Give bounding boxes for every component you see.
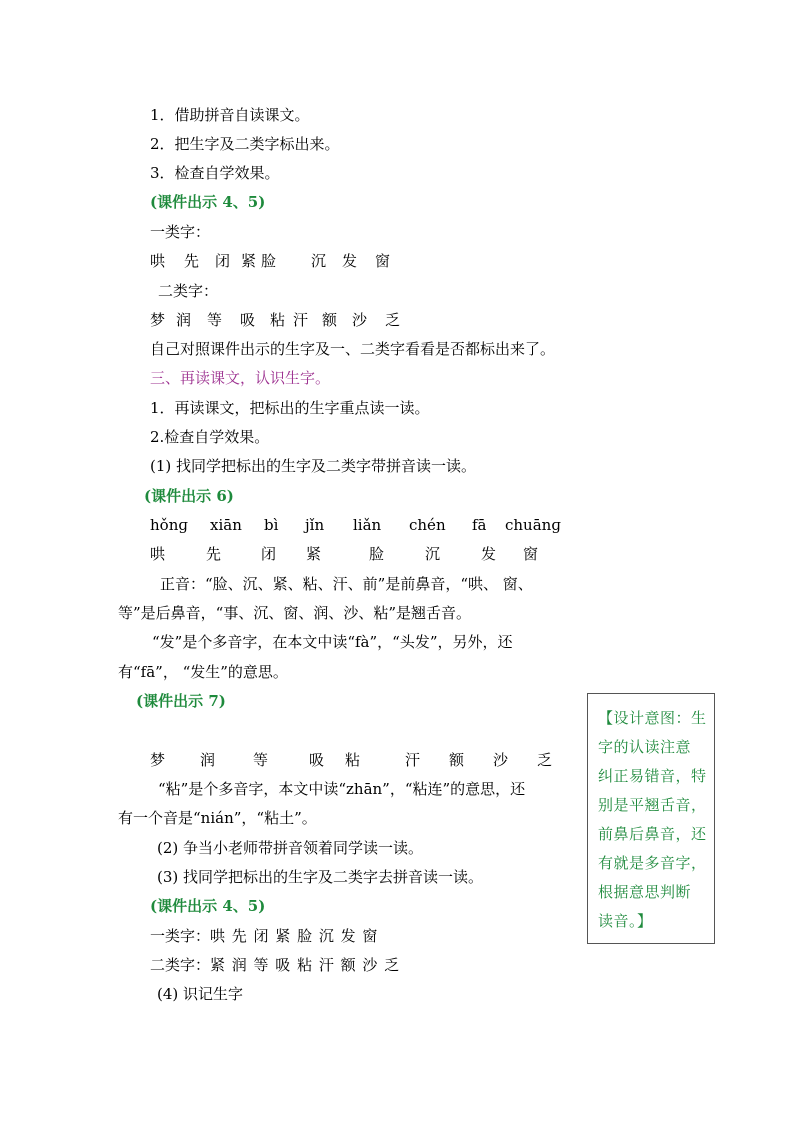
text-line: 2．把生字及二类字标出来。 — [150, 135, 340, 153]
courseware-note: (课件出示 7) — [136, 692, 226, 710]
char: 发 — [481, 545, 497, 563]
side-line: 纠正易错音，特 — [598, 767, 707, 785]
char: 润 — [200, 751, 216, 769]
pinyin: chuānɡ — [505, 516, 561, 534]
char: 额 — [449, 751, 465, 769]
side-line: 前鼻后鼻音，还 — [598, 825, 707, 843]
char: 闭 — [261, 545, 277, 563]
text-line: 等”是后鼻音，“事、沉、窗、润、沙、粘”是翘舌音。 — [118, 604, 472, 622]
side-line: 根据意思判断 — [598, 883, 692, 901]
text-line: 2.检查自学效果。 — [150, 428, 270, 446]
char: 沉 — [425, 545, 441, 563]
text-line: 1．再读课文，把标出的生字重点读一读。 — [150, 399, 430, 417]
char: 汗 — [405, 751, 421, 769]
section-heading: 三、再读课文，认识生字。 — [150, 369, 331, 387]
char: 乏 — [385, 311, 401, 329]
char: 沉 — [311, 252, 327, 270]
text-line: 一类字：哄 先 闭 紧 脸 沉 发 窗 — [150, 927, 378, 945]
pinyin: hǒnɡ — [150, 516, 188, 534]
char: 闭 — [215, 252, 231, 270]
design-intent-box — [587, 693, 715, 944]
char: 先 — [206, 545, 222, 563]
char: 窗 — [523, 545, 539, 563]
side-line: 别是平翘舌音， — [598, 796, 707, 814]
char: 窗 — [375, 252, 391, 270]
char: 等 — [253, 751, 269, 769]
text-line: 自己对照课件出示的生字及一、二类字看看是否都标出来了。 — [150, 340, 556, 358]
pinyin: liǎn — [353, 516, 382, 534]
char: 沙 — [352, 311, 368, 329]
char: 额 — [322, 311, 338, 329]
pinyin: bì — [264, 516, 279, 534]
char: 紧 — [306, 545, 322, 563]
char: 吸 — [240, 311, 256, 329]
category-label: 一类字： — [150, 223, 211, 241]
courseware-note: (课件出示 4、5) — [150, 193, 266, 211]
pinyin: chén — [409, 516, 446, 534]
char: 润 — [176, 311, 192, 329]
text-line: 有“fā”， “发生”的意思。 — [118, 663, 288, 681]
pinyin-row — [150, 515, 565, 535]
char-row-second-class — [150, 750, 557, 770]
char: 汗 — [293, 311, 309, 329]
char: 吸 — [309, 751, 325, 769]
text-line: 二类字：紧 润 等 吸 粘 汗 额 沙 乏 — [150, 956, 400, 974]
category-label: 二类字： — [158, 282, 219, 300]
char: 粘 — [345, 751, 361, 769]
courseware-note: (课件出示 6) — [144, 487, 234, 505]
text-line: 3．检查自学效果。 — [150, 164, 280, 182]
text-line: 有一个音是“nián”，“粘土”。 — [118, 809, 317, 827]
text-line: (4) 识记生字 — [157, 985, 244, 1003]
courseware-note: (课件出示 4、5) — [150, 897, 266, 915]
pinyin: jǐn — [305, 516, 325, 534]
hanzi-row — [150, 544, 543, 564]
char: 脸 — [261, 252, 277, 270]
char: 梦 — [150, 311, 166, 329]
char: 紧 — [241, 252, 257, 270]
char: 脸 — [369, 545, 385, 563]
char: 乏 — [537, 751, 553, 769]
pinyin: fā — [472, 516, 487, 534]
text-line: “发”是个多音字，在本文中读“fà”，“头发”，另外，还 — [152, 633, 513, 651]
text-line: “粘”是个多音字，本文中读“zhān”，“粘连”的意思，还 — [158, 780, 526, 798]
char: 发 — [342, 252, 358, 270]
char: 粘 — [270, 311, 286, 329]
char-row-second-class — [150, 310, 405, 330]
char: 等 — [207, 311, 223, 329]
text-line: 正音：“脸、沉、紧、粘、汗、前”是前鼻音，“哄、 窗、 — [160, 575, 533, 593]
side-line: 读音。】 — [598, 912, 653, 930]
text-line: (2) 争当小老师带拼音领着同学读一读。 — [157, 839, 424, 857]
text-line: (3) 找同学把标出的生字及二类字去拼音读一读。 — [157, 868, 484, 886]
char: 哄 — [150, 545, 166, 563]
char: 梦 — [150, 751, 166, 769]
char: 先 — [184, 252, 200, 270]
char: 沙 — [493, 751, 509, 769]
side-line: 【设计意图：生 — [598, 709, 707, 727]
char: 哄 — [150, 252, 166, 270]
pinyin: xiān — [210, 516, 242, 534]
char-row-first-class — [150, 251, 395, 271]
text-line: 1．借助拼音自读课文。 — [150, 106, 310, 124]
side-line: 有就是多音字， — [598, 854, 707, 872]
text-line: (1) 找同学把标出的生字及二类字带拼音读一读。 — [150, 457, 477, 475]
side-line: 字的认读注意 — [598, 738, 692, 756]
